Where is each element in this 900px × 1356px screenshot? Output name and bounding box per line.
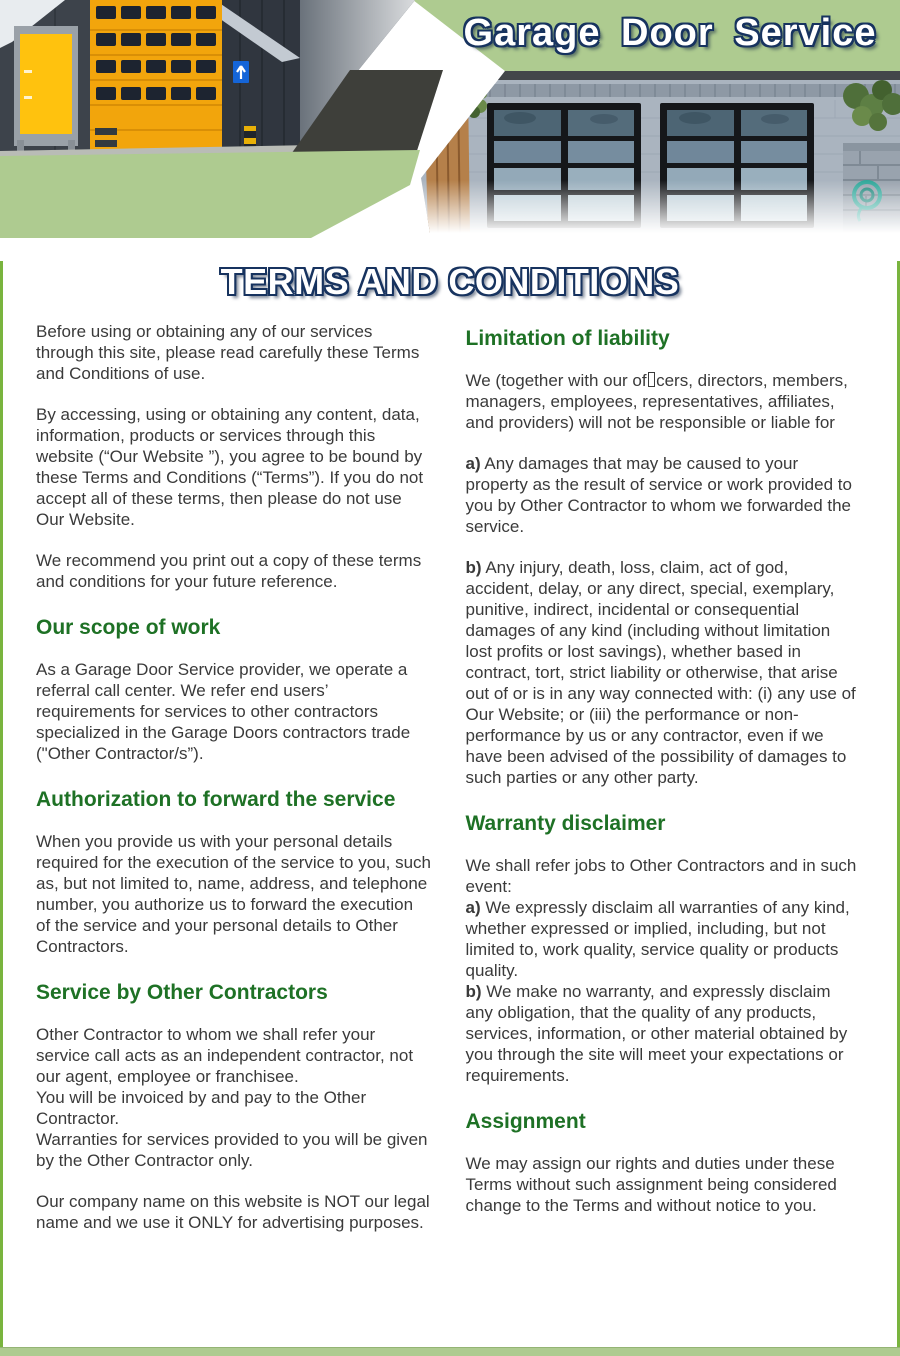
right-column	[466, 321, 862, 1253]
section-heading: Service by Other Contractors	[36, 981, 328, 1004]
main-content	[0, 261, 900, 1347]
header-collage	[0, 0, 900, 245]
section-heading: Warranty disclaimer	[465, 812, 666, 835]
brand-title: Garage Door Service	[463, 12, 877, 54]
section-heading: Our scope of work	[36, 616, 221, 639]
section-heading: Assignment	[465, 1110, 586, 1133]
paragraph: Before using or obtaining any of our services through this site, please read carefully these Terms and Conditions of use.	[36, 322, 420, 383]
paragraph: We may assign our rights and duties under these Terms without such assignment being considered change to the Terms and without notice to you.	[465, 1154, 837, 1215]
page-title: TERMS AND CONDITIONS	[220, 261, 680, 302]
paragraph: Our company name on this website is NOT our legal name and we use it ONLY for advertising purposes.	[36, 1192, 430, 1232]
paragraph: b) Any injury, death, loss, claim, act of god, accident, delay, or any direct, special, exemplary, punitive, indirect, incidental or consequential damages of any kind (including without limitation lost profits or lost savings), whether based in contract, tort, strict liability or otherwise, that arise out of or is in any way connected with: (i) any use of Our Website; or (iii) the performance or non-performance by us or any contractor, even if we have been advised of the possibility of damages to such parties or any other party.	[465, 558, 856, 787]
footer-bar	[0, 1347, 900, 1356]
right-garage-photo	[415, 71, 900, 233]
missing-glyph-box	[648, 372, 655, 388]
paragraph: a) Any damages that may be caused to your property as the result of service or work provided to you by Other Contractor to whom we forwarded the service.	[465, 454, 852, 536]
paragraph: We shall refer jobs to Other Contractors and in such event: a) We expressly disclaim all warranties of any kind, whether expressed or implied, including, but not limited to, work quality, service quality or products quality. b) We make no warranty, and expressly disclaim any obligation, that the quality of any products, services, information, or other material obtained by you through the site will meet your expectations or requirements.	[465, 856, 857, 1085]
left-column	[36, 321, 432, 1253]
up-arrow-sign-icon	[233, 61, 249, 83]
section-heading: Authorization to forward the service	[36, 788, 396, 811]
yellow-sign-board	[14, 26, 78, 160]
yellow-garage-door	[90, 0, 222, 158]
paragraph: We (together with our of cers, directors, members, managers, employees, representatives, affiliates, and providers) will not be responsible or liable for	[465, 371, 848, 432]
paragraph: By accessing, using or obtaining any content, data, information, products or services through this website (“Our Website ”), you agree to be bound by these Terms and Conditions (“Terms”). If you do not accept all of these terms, then please do not use Our Website.	[36, 405, 424, 529]
paragraph: As a Garage Door Service provider, we operate a referral call center. We refer end users’ requirements for services to other contractors specialized in the Garage Doors contractors trade ("Other Contractor/s”).	[36, 660, 411, 763]
paragraph: Other Contractor to whom we shall refer your service call acts as an independent contractor, not our agent, employee or franchisee. You will be invoiced by and pay to the Other Contractor. Warranties for services provided to you will be given by the Other Contractor only.	[36, 1025, 428, 1170]
paragraph: When you provide us with your personal details required for the execution of the service to you, such as, but not limited to, name, address, and telephone number, you authorize us to forward the execution of the service and your personal details to Other Contractors.	[36, 832, 432, 956]
paragraph: We recommend you print out a copy of these terms and conditions for your future reference.	[36, 551, 422, 591]
section-heading: Limitation of liability	[465, 327, 670, 350]
two-column-layout	[3, 303, 897, 1253]
